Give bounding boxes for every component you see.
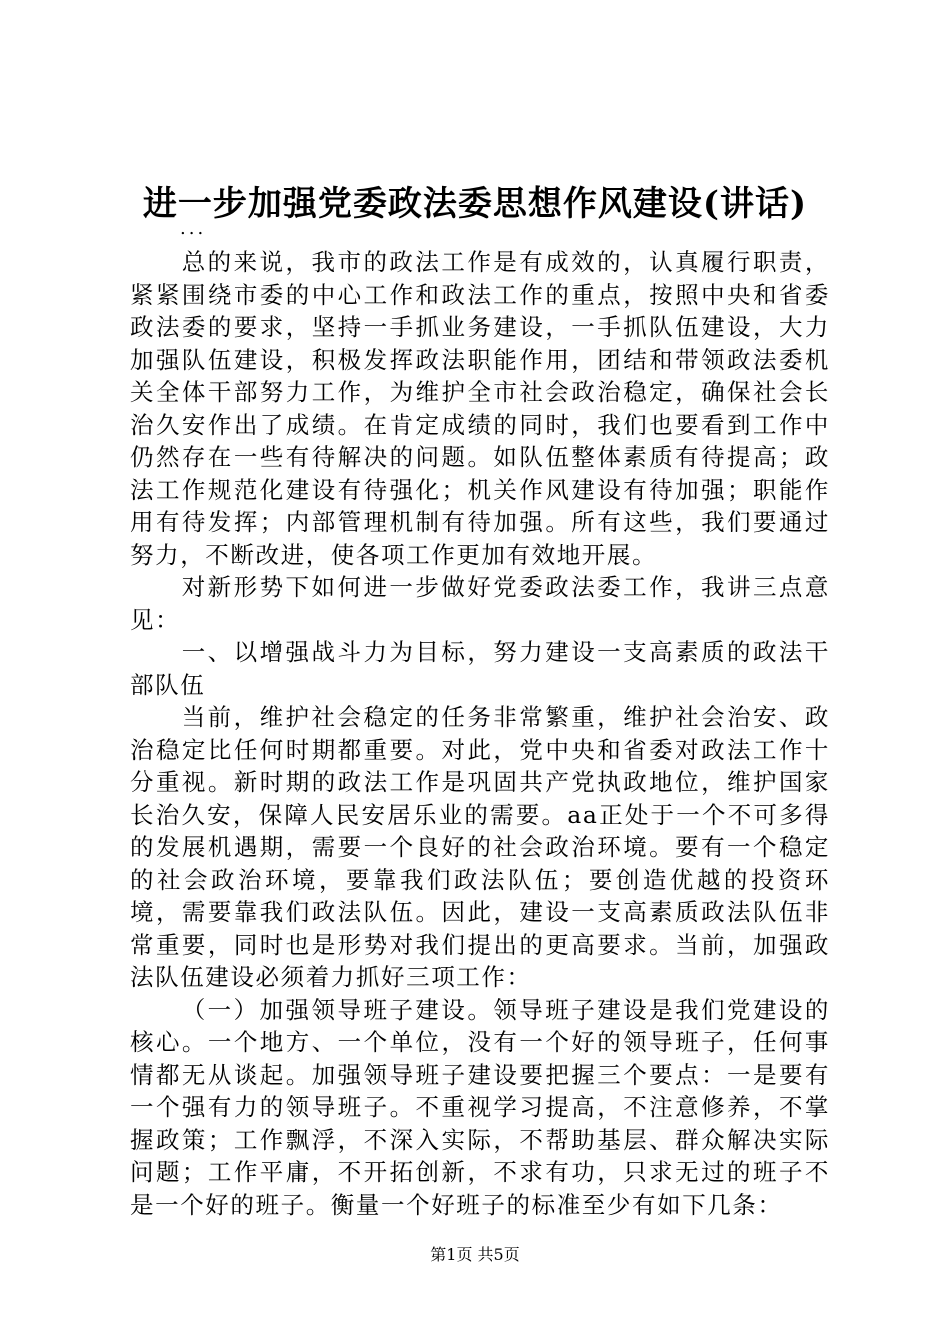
paragraph-summary: 总的来说，我市的政法工作是有成效的，认真履行职责，紧紧围绕市委的中心工作和政法工作的重点，按照中央和省委政法委的要求，坚持一手抓业务建设，一手抓队伍建设，大力加强队伍建设，积极发挥政法职能作用，团结和带领政法委机关全体干部努力工作，为维护全市社会政治稳定，确保社会长治久安作出了成绩。在肯定成绩的同时，我们也要看到工作中仍然存在一些有待解决的问题。如队伍整体素质有待提高；政法工作规范化建设有待强化；机关作风建设有待加强；职能作用有待发挥；内部管理机制有待加强。所有这些，我们要通过努力，不断改进，使各项工作更加有效地开展。: [130, 248, 830, 569]
paragraph-intro: 对新形势下如何进一步做好党委政法委工作，我讲三点意见：: [130, 573, 830, 634]
ellipsis-mark: ...: [180, 218, 207, 239]
paragraph-current-situation: 当前，维护社会稳定的任务非常繁重，维护社会治安、政治稳定比任何时期都重要。对此，党中央和省委对政法工作十分重视。新时期的政法工作是巩固共产党执政地位，维护国家长治久安，保障人民安居乐业的需要。aa正处于一个不可多得的发展机遇期，需要一个良好的社会政治环境。要有一个稳定的社会政治环境，要靠我们政法队伍；要创造优越的投资环境，需要靠我们政法队伍。因此，建设一支高素质政法队伍非常重要，同时也是形势对我们提出的更高要求。当前，加强政法队伍建设必须着力抓好三项工作：: [130, 703, 830, 991]
document-body: [130, 246, 830, 1221]
section-heading-1: 一、以增强战斗力为目标，努力建设一支高素质的政法干部队伍: [130, 638, 830, 699]
document-title: 进一步加强党委政法委思想作风建设(讲话): [142, 184, 808, 224]
paragraph-leadership: （一）加强领导班子建设。领导班子建设是我们党建设的核心。一个地方、一个单位，没有一个好的领导班子，任何事情都无从谈起。加强领导班子建设要把握三个要点：一是要有一个强有力的领导班子。不重视学习提高，不注意修养，不掌握政策；工作飘浮，不深入实际，不帮助基层、群众解决实际问题；工作平庸，不开拓创新，不求有功，只求无过的班子不是一个好的班子。衡量一个好班子的标准至少有如下几条：: [130, 995, 830, 1219]
page-number-footer: 第1页 共5页: [430, 1245, 520, 1264]
